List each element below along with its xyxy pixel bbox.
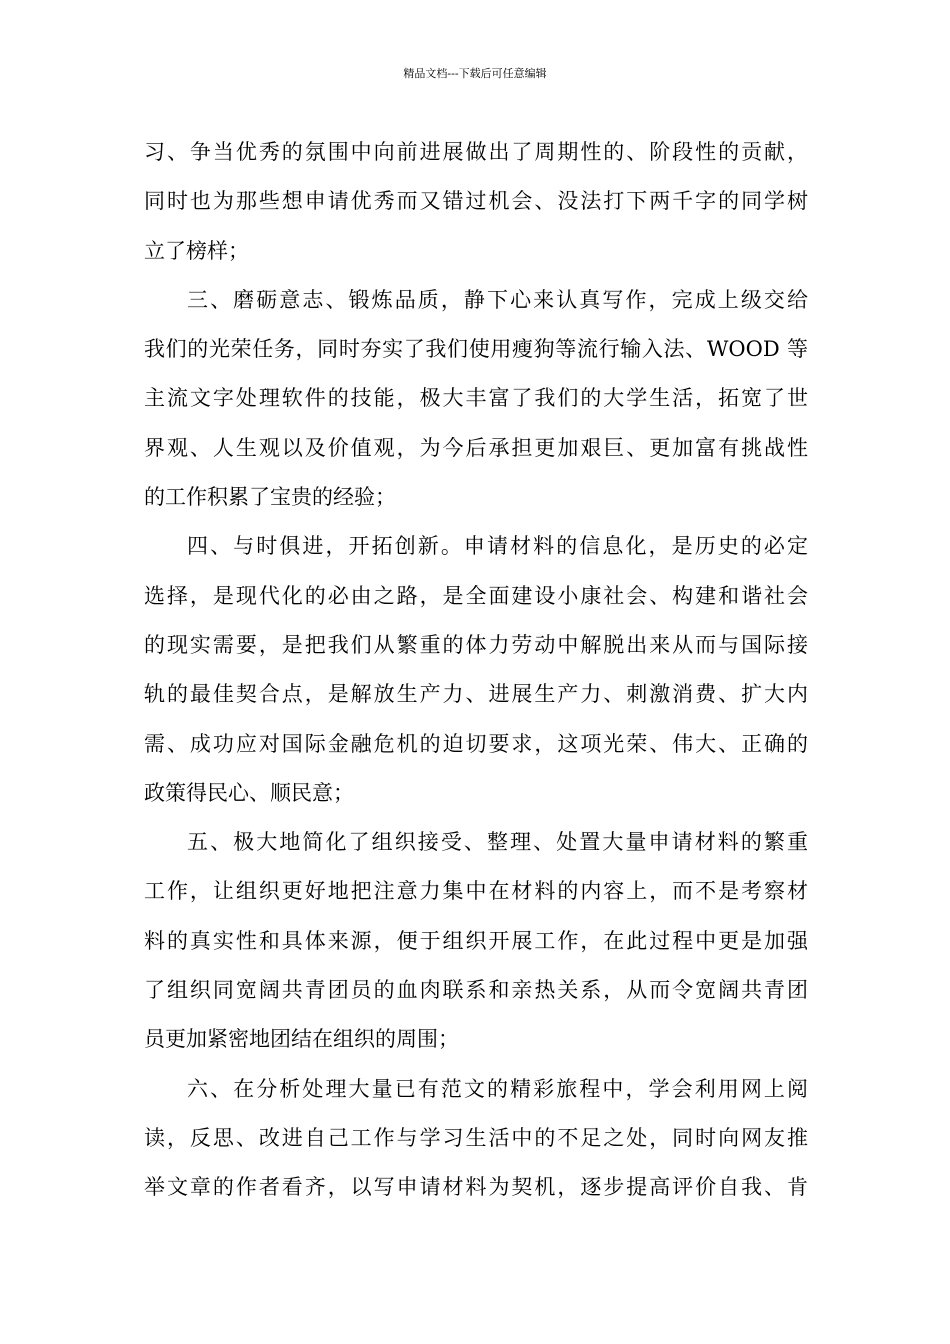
text-line: 料的真实性和具体来源，便于组织开展工作，在此过程中更是加强 [144, 928, 808, 953]
page-header: 精品文档---下载后可任意编辑 [403, 67, 547, 80]
text-line: 界观、人生观以及价值观，为今后承担更加艰巨、更加富有挑战性 [144, 435, 808, 460]
text-line: 同时也为那些想申请优秀而又错过机会、没法打下两千字的同学树 [144, 189, 808, 214]
text-line: 立了榜样； [144, 238, 249, 263]
text-line: 我们的光荣任务，同时夯实了我们使用瘦狗等流行输入法、WOOD 等 [144, 337, 808, 362]
document-body [144, 128, 808, 1213]
text-line: 读，反思、改进自己工作与学习生活中的不足之处，同时向网友推 [144, 1125, 808, 1150]
text-line: 主流文字处理软件的技能，极大丰富了我们的大学生活，拓宽了世 [144, 386, 808, 411]
text-line: 工作，让组织更好地把注意力集中在材料的内容上，而不是考察材 [144, 879, 808, 904]
text-line: 选择，是现代化的必由之路，是全面建设小康社会、构建和谐社会 [144, 583, 808, 608]
text-line: 的工作积累了宝贵的经验； [144, 485, 396, 510]
text-line: 政策得民心、顺民意； [144, 780, 354, 805]
text-line: 了组织同宽阔共青团员的血肉联系和亲热关系，从而令宽阔共青团 [144, 978, 808, 1003]
text-line: 举文章的作者看齐，以写申请材料为契机，逐步提高评价自我、肯 [144, 1175, 808, 1200]
text-line: 需、成功应对国际金融危机的迫切要求，这项光荣、伟大、正确的 [144, 731, 808, 756]
paragraph-first-line: 五、极大地简化了组织接受、整理、处置大量申请材料的繁重 [187, 830, 808, 855]
text-line: 习、争当优秀的氛围中向前进展做出了周期性的、阶段性的贡献， [144, 140, 808, 164]
paragraph-first-line: 三、磨砺意志、锻炼品质，静下心来认真写作，完成上级交给 [187, 287, 808, 312]
text-line: 员更加紧密地团结在组织的周围； [144, 1027, 459, 1052]
text-line: 轨的最佳契合点，是解放生产力、进展生产力、刺激消费、扩大内 [144, 682, 808, 707]
text-line: 的现实需要，是把我们从繁重的体力劳动中解脱出来从而与国际接 [144, 632, 808, 657]
paragraph-first-line: 四、与时俱进，开拓创新。申请材料的信息化，是历史的必定 [187, 534, 808, 559]
paragraph-first-line: 六、在分析处理大量已有范文的精彩旅程中，学会利用网上阅 [187, 1076, 808, 1101]
